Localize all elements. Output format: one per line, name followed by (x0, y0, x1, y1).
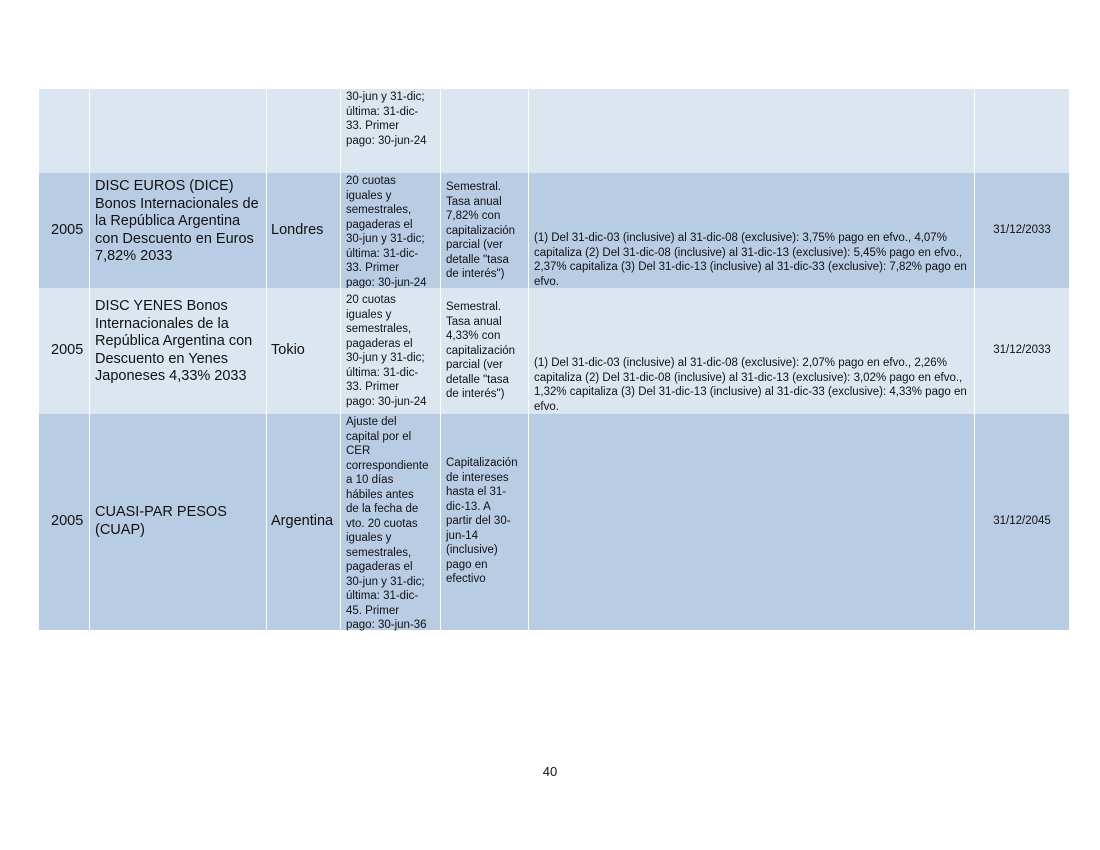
maturity-date: 31/12/2045 (993, 515, 1051, 527)
amortization-text: 20 cuotas iguales y semestrales, pagaderas el 30-jun y 31-dic; última: 31-dic- 33. Primer pago: 30-jun-24 (346, 175, 427, 289)
maturity-date: 31/12/2033 (993, 224, 1051, 236)
bond-name: DISC YENES Bonos Internacionales de la República Argentina con Descuento en Yenes Japoneses 4,33% 2033 (95, 298, 253, 385)
table-row (39, 288, 1069, 414)
table-row (39, 89, 1069, 173)
issue-place: Tokio (271, 342, 305, 358)
bond-name: CUASI-PAR PESOS (CUAP) (95, 504, 227, 538)
interest-detail: (1) Del 31-dic-03 (inclusive) al 31-dic-08 (exclusive): 2,07% pago en efvo., 2,26% capitaliza (2) Del 31-dic-08 (inclusive) al 31-dic-13 (exclusive): 3,02% pago en efvo., 1,32% capitaliza (3) Del 31-dic-13 (inclusive) al 31-dic-33 (exclusive): 4,33% pago en efvo. (534, 357, 967, 413)
amortization-text: 30-jun y 31-dic; última: 31-dic- 33. Primer pago: 30-jun-24 (346, 91, 427, 147)
issue-year: 2005 (51, 513, 84, 529)
issue-year: 2005 (51, 222, 84, 238)
issue-place: Argentina (271, 513, 334, 529)
amortization-text: 20 cuotas iguales y semestrales, pagaderas el 30-jun y 31-dic; última: 31-dic- 33. Primer pago: 30-jun-24 (346, 294, 427, 408)
table-row (39, 414, 1069, 630)
table-row (39, 173, 1069, 288)
page-number: 40 (542, 764, 558, 779)
interest-text: Semestral. Tasa anual 7,82% con capitalización parcial (ver detalle "tasa de interés") (446, 181, 516, 280)
maturity-date: 31/12/2033 (993, 344, 1051, 356)
bond-name: DISC EUROS (DICE) Bonos Internacionales de la República Argentina con Descuento en Euros 7,82% 2033 (95, 178, 259, 265)
interest-text: Semestral. Tasa anual 4,33% con capitalización parcial (ver detalle "tasa de interés") (446, 301, 516, 400)
interest-text: Capitalización de intereses hasta el 31- dic-13. A partir del 30- jun-14 (inclusive) pago en efectivo (446, 457, 518, 585)
issue-place: Londres (271, 222, 324, 238)
interest-detail: (1) Del 31-dic-03 (inclusive) al 31-dic-08 (exclusive): 3,75% pago en efvo., 4,07% capitaliza (2) Del 31-dic-08 (inclusive) al 31-dic-13 (exclusive): 5,45% pago en efvo., 2,37% capitaliza (3) Del 31-dic-13 (inclusive) al 31-dic-33 (exclusive): 7,82% pago en efvo. (534, 232, 967, 288)
issue-year: 2005 (51, 342, 84, 358)
amortization-text: Ajuste del capital por el CER correspondiente a 10 días hábiles antes de la fecha de vto. 20 cuotas iguales y semestrales, pagaderas el 30-jun y 31-dic; última: 31-dic- 45. Primer pago: 30-jun-36 (346, 416, 429, 631)
